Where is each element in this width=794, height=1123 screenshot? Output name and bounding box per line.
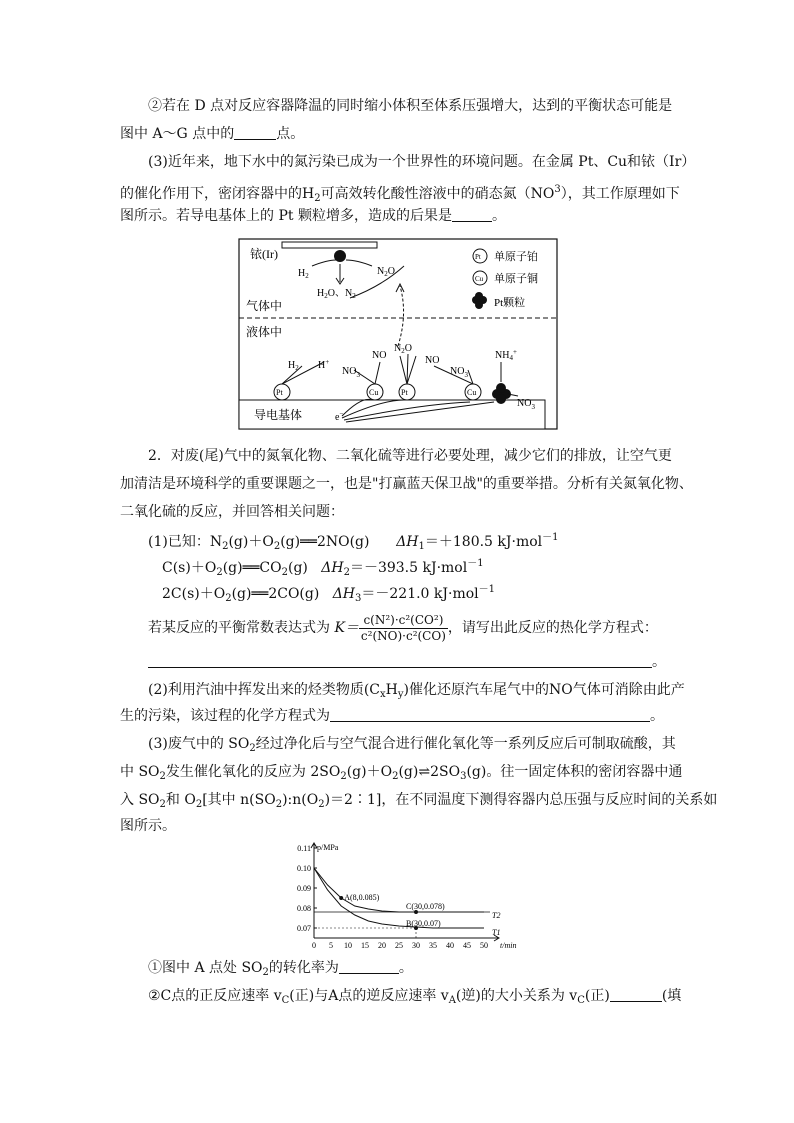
x-tick-label: 50 <box>480 941 488 950</box>
n2o-gas-label: $N_2O$ <box>377 266 395 278</box>
x-tick-label: 30 <box>412 941 420 950</box>
p3-line4: 图所示。 <box>120 818 176 834</box>
y-tick-label: 0.10 <box>297 864 311 873</box>
cu-atom-1 <box>367 384 383 400</box>
y-axis-label: p/MPa <box>317 843 339 852</box>
point-label-B: B(30,0.07) <box>406 919 441 928</box>
p3-line2: 中 $SO_2$发生催化氧化的反应为 $2SO_2(g)+O_2(g)\rightleftharpoons 2SO_3(g)$。往一固定体积的密闭容器中通 <box>120 764 683 782</box>
p3-line3: 入 $SO_2$和 $O_2$[其中 $n(SO_2):n(O_2)=2∶1$]，在不同温度下测得容器内总压强与反应时间的关系如 <box>120 792 718 810</box>
x-tick-label: 0 <box>312 941 316 950</box>
legend-cu-label: 单原子铜 <box>494 273 538 285</box>
point-label-C: C(30,0.078) <box>406 902 445 911</box>
x-tick-label: 10 <box>344 941 352 950</box>
svg-text:Pt: Pt <box>401 388 408 397</box>
h2-liquid: $H_2$ <box>288 360 299 372</box>
k-fraction: $\frac{\text{c(N²)·c²(CO²)}}{\text{c²(NO)·c²(CO)}}$ <box>360 612 446 643</box>
no-label-2: NO <box>425 355 440 366</box>
p3-line1: (3)废气中的 $SO_2$经过净化后与空气混合进行催化氧化等一系列反应后可制取硫酸，其 <box>148 736 676 754</box>
x-tick-label: 45 <box>463 941 471 950</box>
q2-line1: 2．对废(尾)气中的氮氧化物、二氧化硫等进行必要处理，减少它们的排放，让空气更 <box>148 448 672 464</box>
q1-part3-line1: (3)近年来，地下水中的氮污染已成为一个世界性的环境问题。在金属 Pt、Cu和铱（Ir） <box>148 154 696 170</box>
q1-part2-line2: 图中 A～G 点中的 点。 <box>120 126 305 142</box>
svg-text:Cu: Cu <box>467 388 477 397</box>
pressure-time-chart <box>284 840 520 954</box>
equation-3: $2C(s)+O_2(g)══2CO(g)$ $\Delta H_3=-221.0$ kJ·mol$^{-1}$ <box>162 584 496 604</box>
answer-line-1: 。 <box>148 652 666 672</box>
q1-part2-line1: ②若在 D 点对反应容器降温的同时缩小体积至体系压强增大，达到的平衡状态可能是 <box>148 98 673 114</box>
no3-label-1: $NO_3$ <box>342 366 360 379</box>
y-tick-label: 0.07 <box>297 924 311 933</box>
x-tick-label: 35 <box>429 941 437 950</box>
x-tick-label: 25 <box>395 941 403 950</box>
hplus-label: H+ <box>318 358 330 371</box>
x-tick-label: 40 <box>446 941 454 950</box>
answer-blank[interactable] <box>330 707 650 722</box>
catalysis-diagram <box>232 236 562 434</box>
p2-line1: (2)利用汽油中挥发出来的烃类物质$(C_xH_y)$催化还原汽车尾气中的NO气体可消除由此产 <box>148 682 685 700</box>
q2-line2: 加清洁是环境科学的重要课题之一，也是"打赢蓝天保卫战"的重要举措。分析有关氮氧化物、 <box>120 476 693 492</box>
p2-line2: 生的污染，该过程的化学方程式为 。 <box>120 708 664 724</box>
nh4-label: $NH_4^+$ <box>495 348 517 362</box>
legend-pt-label: 单原子铂 <box>494 251 538 263</box>
pt-atom-2 <box>399 384 415 400</box>
no3-label-2: $NO_3$ <box>450 366 468 379</box>
series-label-T1: T1 <box>492 928 501 937</box>
svg-text:Pt: Pt <box>475 253 481 261</box>
x-axis-label: t/min <box>500 941 517 950</box>
gas-label: 气体中 <box>246 299 283 313</box>
svg-text:Cu: Cu <box>475 275 484 283</box>
k-expression-line: 若某反应的平衡常数表达式为 K＝ $\frac{\text{c(N²)·c²(CO²)}}{\text{c²(NO)·c²(CO)}}$ ，请写出此反应的热化学方程式： <box>148 612 658 643</box>
answer-blank[interactable] <box>148 653 652 668</box>
h2o-n2-label: $H_2O$、$N_2$ <box>317 288 356 300</box>
answer-blank[interactable] <box>610 987 662 1002</box>
y-tick-label: 0.08 <box>297 904 311 913</box>
n2o-label-liquid: $N_2O$ <box>394 343 412 355</box>
data-point <box>339 896 343 900</box>
series-label-T2: T2 <box>492 911 501 920</box>
h2-gas-label: $H_2$ <box>298 268 309 280</box>
electron-label: e− <box>335 410 344 423</box>
answer-blank[interactable] <box>452 207 492 222</box>
svg-text:Cu: Cu <box>369 388 379 397</box>
question-b: ②C点的正反应速率 $v_C$(正)与A点的逆反应速率 $v_A$(逆)的大小关系为 $v_C$(正) (填 <box>148 988 682 1006</box>
series-line-T2 <box>314 868 484 912</box>
no3-label-3: $NO_3$ <box>517 398 535 411</box>
ir-label: 铱(Ir) <box>250 247 278 261</box>
no-label-1: NO <box>372 350 387 361</box>
answer-blank[interactable] <box>339 959 399 974</box>
y-tick-label: 0.11 <box>297 844 311 853</box>
y-tick-label: 0.09 <box>297 884 311 893</box>
point-label-A: A(8,0.085) <box>344 893 380 902</box>
q2-line3: 二氧化硫的反应，并回答相关问题： <box>120 504 344 520</box>
x-tick-label: 5 <box>329 941 333 950</box>
liquid-label: 液体中 <box>246 325 283 339</box>
cu-atom-2 <box>465 384 481 400</box>
pt-atom-1 <box>274 384 290 400</box>
equation-1: (1)已知：$N_2(g)+O_2(g)══2NO(g)$ $\Delta H_1=+180.5$ kJ·mol$^{-1}$ <box>148 532 559 552</box>
ir-plate <box>282 242 377 248</box>
legend-particle-label: Pt颗粒 <box>494 297 526 309</box>
q1-part3-line2: 的催化作用下，密闭容器中的$H_2$可高效转化酸性溶液中的硝态氮$(NO^3)$，其工作原理如下 <box>120 184 680 204</box>
question-a: ①图中 A 点处 $SO_2$的转化率为 。 <box>148 960 413 978</box>
answer-blank[interactable] <box>234 125 276 140</box>
svg-text:Pt: Pt <box>276 388 283 397</box>
x-tick-label: 20 <box>378 941 386 950</box>
substrate-label: 导电基体 <box>254 408 303 422</box>
x-tick-label: 15 <box>361 941 369 950</box>
q1-part3-line3: 图所示。若导电基体上的 Pt 颗粒增多，造成的后果是 。 <box>120 208 506 224</box>
equation-2: $C(s)+O_2(g)══CO_2(g)$ $\Delta H_2=-393.5$ kJ·mol$^{-1}$ <box>162 558 484 578</box>
